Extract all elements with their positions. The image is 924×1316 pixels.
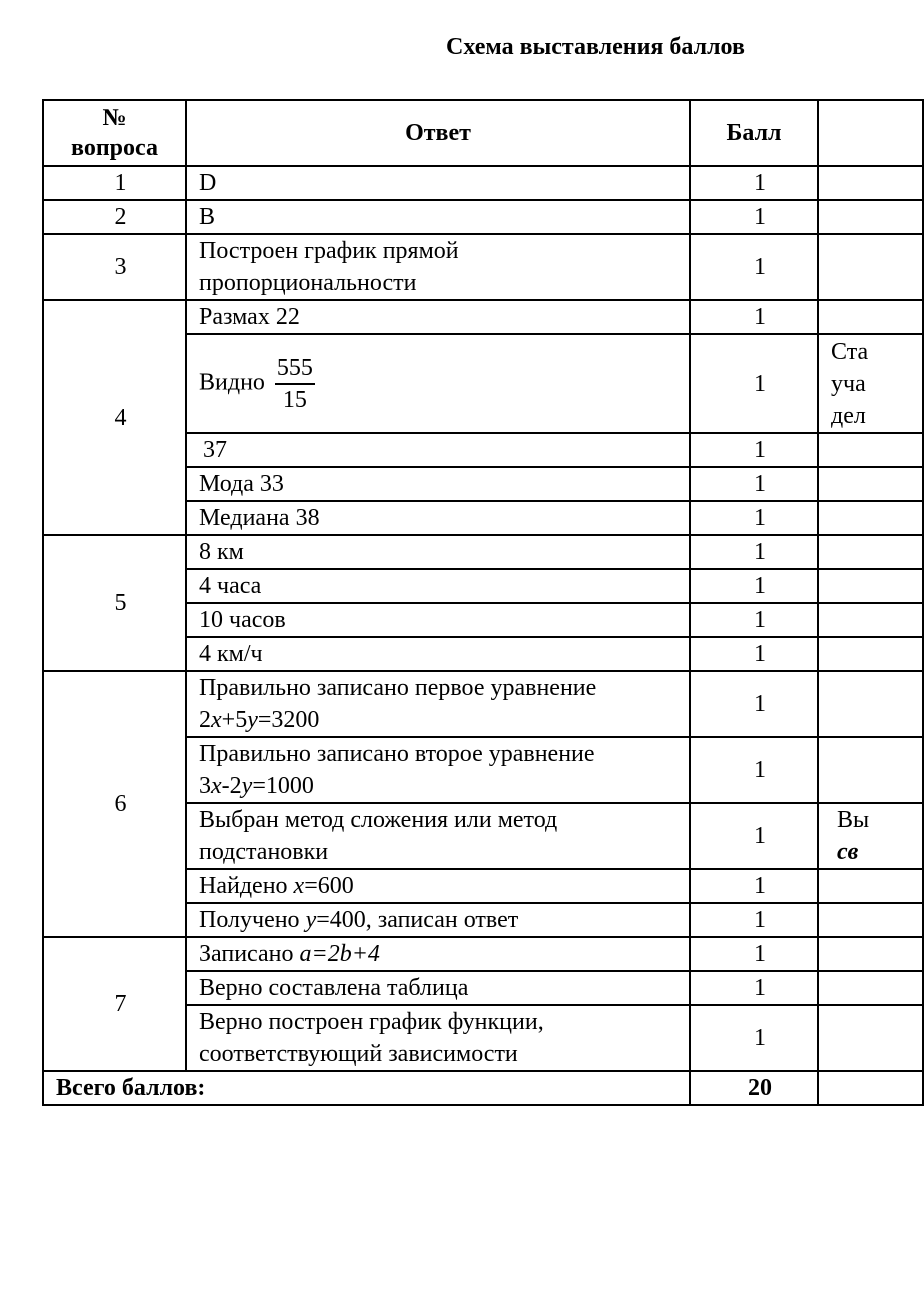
note-line: уча [831,370,866,397]
note-cell [818,971,923,1005]
answer-cell: B [186,200,690,234]
total-label: Всего баллов: [43,1071,690,1105]
answer-text: Правильно записано первое уравнение [199,675,597,701]
page-title: Схема выставления баллов [446,34,745,60]
answer-text: Получено [199,907,306,933]
table-row [43,300,923,334]
answer-cell: Медиана 38 [186,501,690,535]
answer-cell [186,1005,690,1071]
answer-text: Построен график прямой пропорциональности [199,238,459,296]
question-number: 3 [43,234,186,300]
note-cell [818,671,923,737]
note-cell [818,300,923,334]
points-cell: 1 [690,569,818,603]
table-row [43,234,923,300]
table-row [43,200,923,234]
note-cell [818,737,923,803]
note-cell [818,903,923,937]
points-cell: 1 [690,1005,818,1071]
note-cell [818,937,923,971]
expression: a=2b+4 [299,941,380,967]
total-row [43,1071,923,1105]
fraction-numerator: 555 [275,353,315,385]
note-cell [818,166,923,200]
answer-text: =600 [304,873,354,899]
fraction-denominator: 15 [282,386,307,413]
total-points: 20 [690,1071,818,1105]
answer-cell: 8 км [186,535,690,569]
note-cell [818,603,923,637]
answer-text: 37 [203,437,227,463]
header-points: Балл [690,100,818,166]
answer-cell: Мода 33 [186,467,690,501]
points-cell: 1 [690,937,818,971]
header-row [43,100,923,166]
points-cell: 1 [690,737,818,803]
note-cell [818,467,923,501]
note-line: Вы [837,807,870,833]
note-cell [818,869,923,903]
answer-text: Записано [199,941,300,967]
table-row [43,671,923,737]
points-cell: 1 [690,637,818,671]
answer-cell: 4 часа [186,569,690,603]
note-cell [818,569,923,603]
points-cell: 1 [690,535,818,569]
answer-cell [186,903,690,937]
variable: y [305,907,317,933]
header-question-number [43,100,186,166]
answer-cell [186,433,690,467]
points-cell: 1 [690,334,818,433]
points-cell: 1 [690,501,818,535]
points-cell: 1 [690,300,818,334]
points-cell: 1 [690,166,818,200]
note-line: св [837,839,859,865]
note-line: Ста [831,338,869,365]
answer-cell [186,869,690,903]
answer-text: Верно построен график функции, [199,1009,544,1035]
answer-text: Правильно записано второе уравнение [199,741,595,767]
points-cell: 1 [690,200,818,234]
note-cell [818,334,923,433]
points-cell: 1 [690,467,818,501]
points-cell: 1 [690,971,818,1005]
answer-cell: Верно составлена таблица [186,971,690,1005]
answer-cell [186,803,690,869]
answer-cell [186,234,690,300]
answer-text: =400, записан ответ [316,907,519,933]
header-answer: Ответ [186,100,690,166]
fraction [275,353,315,415]
answer-text: Найдено [199,873,294,899]
answer-cell [186,671,690,737]
note-line: дел [831,402,866,429]
note-cell [818,637,923,671]
table-row [43,535,923,569]
answer-cell: 10 часов [186,603,690,637]
answer-text: Выбран метод сложения или метод [199,807,558,833]
note-cell [818,803,923,869]
question-number: 7 [43,937,186,1071]
header-number-label: № вопроса [71,105,158,161]
answer-cell: 4 км/ч [186,637,690,671]
points-cell: 1 [690,603,818,637]
answer-cell: D [186,166,690,200]
answer-text: Видно [199,369,265,396]
answer-cell [186,937,690,971]
answer-cell [186,334,690,433]
note-cell [818,234,923,300]
variable: x [293,873,305,899]
points-cell: 1 [690,803,818,869]
question-number: 2 [43,200,186,234]
note-cell [818,501,923,535]
points-cell: 1 [690,671,818,737]
answer-cell [186,737,690,803]
note-cell [818,433,923,467]
question-number: 1 [43,166,186,200]
points-cell: 1 [690,869,818,903]
table-row [43,937,923,971]
equation: 3x-2y=1000 [199,773,314,799]
answer-text: соответствующий зависимости [199,1041,518,1067]
question-number: 6 [43,671,186,937]
question-number: 5 [43,535,186,671]
answer-text: подстановки [199,839,329,865]
table-row [43,166,923,200]
note-cell [818,1071,923,1105]
points-cell: 1 [690,433,818,467]
equation: 2x+5y=3200 [199,707,320,733]
answer-cell: Размах 22 [186,300,690,334]
points-cell: 1 [690,903,818,937]
header-extra [818,100,923,166]
note-cell [818,535,923,569]
question-number: 4 [43,300,186,535]
note-cell [818,1005,923,1071]
note-cell [818,200,923,234]
points-cell: 1 [690,234,818,300]
scoring-table [42,99,924,1106]
